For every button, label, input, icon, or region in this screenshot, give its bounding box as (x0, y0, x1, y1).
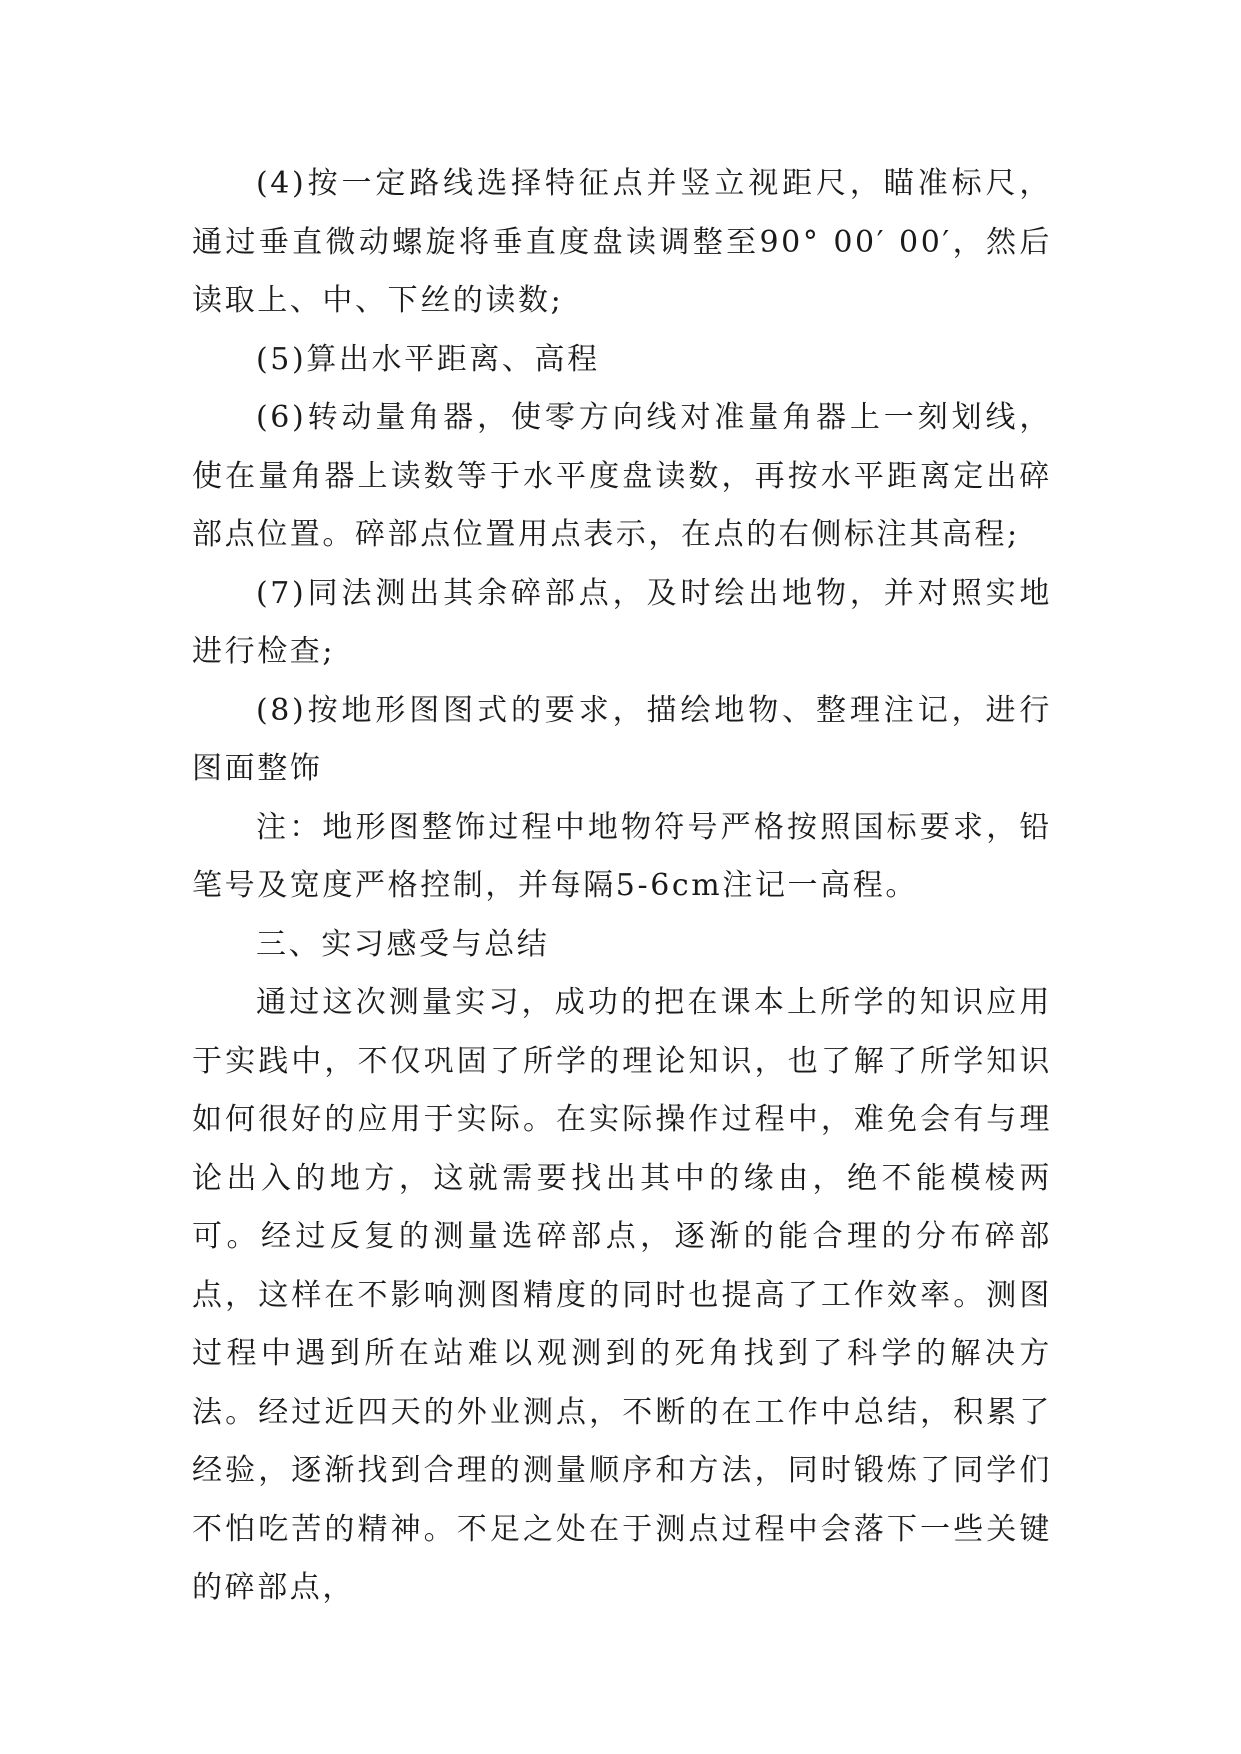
paragraph-step-7: (7)同法测出其余碎部点，及时绘出地物，并对照实地进行检查; (192, 575, 1052, 669)
paragraph-step-4: (4)按一定路线选择特征点并竖立视距尺，瞄准标尺，通过垂直微动螺旋将垂直度盘读调整至90° 00′ 00′，然后读取上、中、下丝的读数; (192, 166, 1052, 318)
paragraph-step-5: (5)算出水平距离、高程 (256, 341, 600, 377)
paragraph-note: 注：地形图整饰过程中地物符号严格按照国标要求，铅笔号及宽度严格控制，并每隔5-6cm注记一高程。 (192, 809, 1052, 903)
paragraph-summary: 通过这次测量实习，成功的把在课本上所学的知识应用于实践中，不仅巩固了所学的理论知识，也了解了所学知识如何很好的应用于实际。在实际操作过程中，难免会有与理论出入的地方，这就需要找出其中的缘由，绝不能模棱两可。经过反复的测量选碎部点，逐渐的能合理的分布碎部点，这样在不影响测图精度的同时也提高了工作效率。测图过程中遇到所在站难以观测到的死角找到了科学的解决方法。经过近四天的外业测点，不断的在工作中总结，积累了经验，逐渐找到合理的测量顺序和方法，同时锻炼了同学们不怕吃苦的精神。不足之处在于测点过程中会落下一些关键的碎部点， (192, 985, 1052, 1605)
section-heading: 三、实习感受与总结 (256, 926, 550, 962)
paragraph-step-6: (6)转动量角器，使零方向线对准量角器上一刻划线，使在量角器上读数等于水平度盘读数，再按水平距离定出碎部点位置。碎部点位置用点表示，在点的右侧标注其高程; (192, 400, 1052, 552)
paragraph-step-8: (8)按地形图图式的要求，描绘地物、整理注记，进行图面整饰 (192, 692, 1052, 786)
document-body (192, 155, 1052, 1618)
